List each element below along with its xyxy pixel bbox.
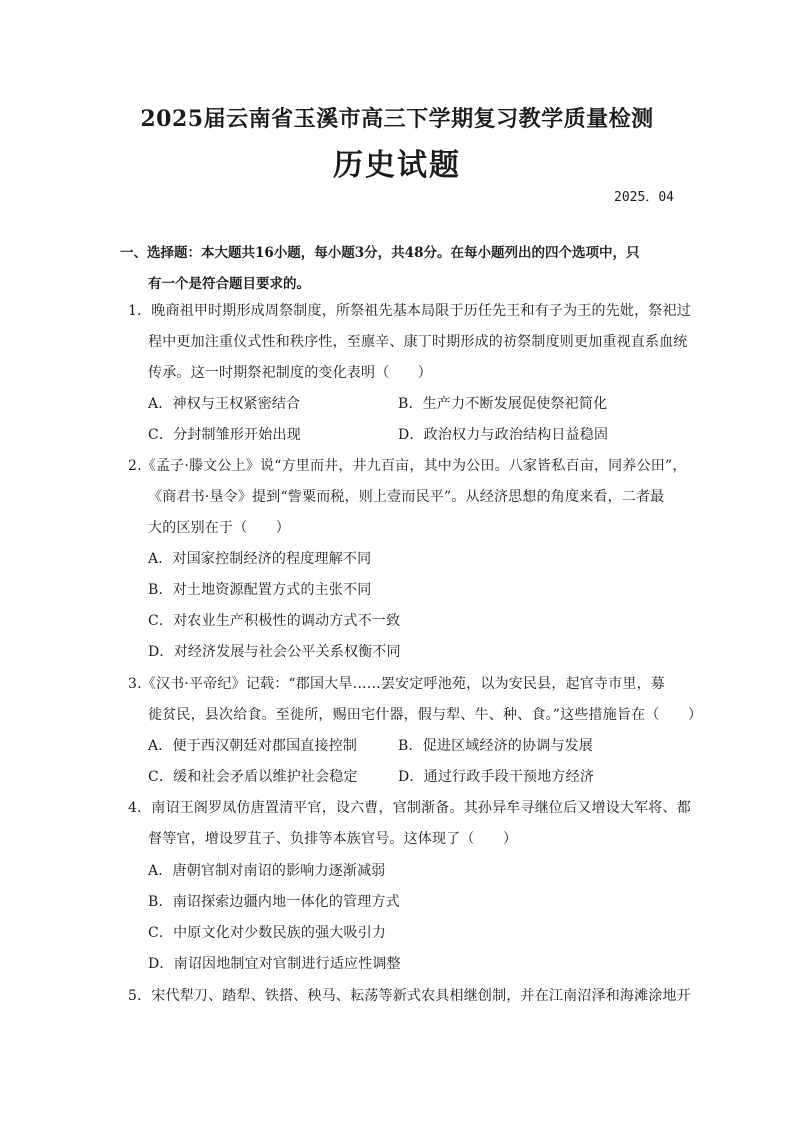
q2-line-3: 大的区别在于（ ） [148, 520, 290, 536]
q4-option-b: B．南诏探索边疆内地一体化的管理方式 [148, 894, 400, 910]
q1-option-d: D．政治权力与政治结构日益稳固 [398, 427, 609, 443]
q2-option-b: B．对土地资源配置方式的主张不同 [148, 582, 372, 598]
q4-line-2: 督等官，增设罗苴子、负排等本族官号。这体现了（ ） [148, 831, 518, 847]
q5-line-1: 5．宋代犁刀、踏犁、铁搭、秧马、耘荡等新式农具相继创制，并在江南沼泽和海滩涂地开 [128, 988, 691, 1004]
section-line-1: 一、选择题：本大题共16小题，每小题3分，共48分。在每小题列出的四个选项中，只 [120, 245, 640, 261]
q4-option-a: A．唐朝官制对南诏的影响力逐渐减弱 [148, 863, 386, 879]
q1-line-2: 程中更加注重仪式性和秩序性，至廪辛、康丁时期形成的祊祭制度则更加重视直系血统 [148, 334, 688, 350]
q1-line-3: 传承。这一时期祭祀制度的变化表明（ ） [148, 365, 432, 381]
q3-option-b: B．促进区域经济的协调与发展 [398, 738, 594, 754]
q1-option-c: C．分封制雏形开始出现 [148, 427, 301, 443]
q2-line-2: 《商君书·垦令》提到“訾粟而税，则上壹而民平”。从经济思想的角度来看，二者最 [148, 489, 665, 505]
q3-option-c: C．缓和社会矛盾以维护社会稳定 [148, 769, 358, 785]
q2-option-c: C．对农业生产积极性的调动方式不一致 [148, 613, 401, 629]
exam-title: 2025届云南省玉溪市高三下学期复习教学质量检测 [140, 106, 654, 132]
q3-option-d: D．通过行政手段干预地方经济 [398, 769, 595, 785]
q2-option-d: D．对经济发展与社会公平关系权衡不同 [148, 644, 401, 660]
q3-line-1: 3.《汉书·平帝纪》记载：“郡国大旱……罢安定呼池苑，以为安民县，起官寺市里，募 [128, 676, 665, 692]
q1-option-a: A．神权与王权紧密结合 [148, 396, 301, 412]
q4-option-c: C．中原文化对少数民族的强大吸引力 [148, 925, 387, 941]
exam-subtitle: 历史试题 [333, 148, 461, 183]
q3-option-a: A．便于西汉朝廷对郡国直接控制 [148, 738, 358, 754]
q2-line-1: 2.《孟子·滕文公上》说“方里而井，井九百亩，其中为公田。八家皆私百亩，同养公田”， [128, 458, 687, 474]
q1-line-1: 1．晚商祖甲时期形成周祭制度，所祭祖先基本局限于历任先王和有子为王的先妣，祭祀过 [128, 303, 691, 319]
exam-date: 2025．04 [614, 190, 674, 205]
q4-line-1: 4．南诏王阁罗凤仿唐置清平官，设六曹，官制渐备。其孙异牟寻继位后又增设大军将、都 [128, 800, 691, 816]
q4-option-d: D．南诏因地制宜对官制进行适应性调整 [148, 956, 401, 972]
q3-line-2: 徙贫民，县次给食。至徙所，赐田宅什器，假与犁、牛、种、食。”这些措施旨在（ ） [148, 707, 703, 723]
q2-option-a: A．对国家控制经济的程度理解不同 [148, 551, 372, 567]
q1-option-b: B．生产力不断发展促使祭祀简化 [398, 396, 608, 412]
section-line-2: 有一个是符合题目要求的。 [148, 276, 310, 292]
